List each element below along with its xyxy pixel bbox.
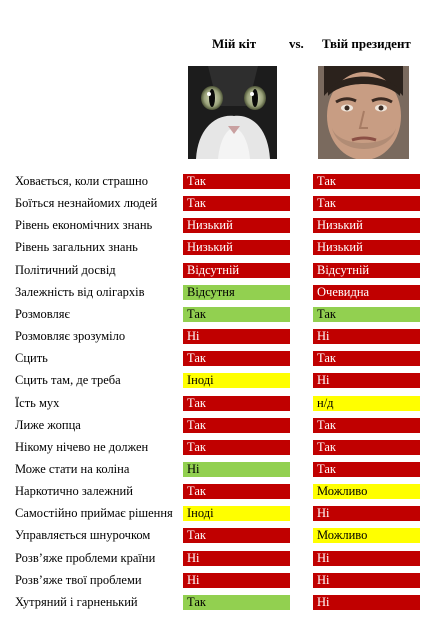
cat-value-cell: Ні [183, 462, 290, 477]
row-label: Розв’яже твої проблеми [15, 573, 142, 587]
row-label: Рівень економічних знань [15, 218, 153, 232]
cat-value-cell: Так [183, 484, 290, 499]
president-value-cell: н/д [313, 396, 420, 411]
row-label: Рівень загальних знань [15, 240, 138, 254]
cat-value-cell: Іноді [183, 506, 290, 521]
president-value-cell: Ні [313, 551, 420, 566]
cat-value-cell: Так [183, 440, 290, 455]
cat-value-cell: Так [183, 528, 290, 543]
cat-photo [188, 66, 277, 159]
header-vs: vs. [289, 36, 304, 51]
president-value-cell: Так [313, 440, 420, 455]
president-value-cell: Відсутній [313, 263, 420, 278]
row-label: Наркотично залежний [15, 484, 133, 498]
row-label: Їсть мух [15, 396, 60, 410]
header-right-title: Твій президент [322, 36, 411, 51]
row-label: Боїться незнайомих людей [15, 196, 158, 210]
cat-value-cell: Так [183, 595, 290, 610]
cat-value-cell: Так [183, 196, 290, 211]
president-value-cell: Так [313, 174, 420, 189]
president-value-cell: Так [313, 418, 420, 433]
row-label: Сцить там, де треба [15, 373, 121, 387]
row-label: Залежність від олігархів [15, 285, 145, 299]
president-value-cell: Так [313, 196, 420, 211]
cat-value-cell: Так [183, 307, 290, 322]
cat-value-cell: Так [183, 351, 290, 366]
row-label: Може стати на коліна [15, 462, 130, 476]
row-label: Політичний досвід [15, 263, 116, 277]
row-label: Нікому нічево не должен [15, 440, 149, 454]
header-left-title: Мій кіт [212, 36, 257, 51]
row-label: Лиже жопца [15, 418, 81, 432]
row-label: Ховається, коли страшно [15, 174, 148, 188]
president-value-cell: Ні [313, 506, 420, 521]
cat-value-cell: Іноді [183, 373, 290, 388]
president-value-cell: Низький [313, 240, 420, 255]
cat-value-cell: Низький [183, 218, 290, 233]
president-value-cell: Так [313, 307, 420, 322]
president-value-cell: Очевидна [313, 285, 420, 300]
cat-value-cell: Відсутній [183, 263, 290, 278]
row-label: Хутряний і гарненький [15, 595, 138, 609]
man-photo [318, 66, 409, 159]
row-label: Самостійно приймає рішення [15, 506, 173, 520]
row-label: Сцить [15, 351, 48, 365]
president-value-cell: Так [313, 351, 420, 366]
row-label: Розмовляє [15, 307, 70, 321]
cat-value-cell: Низький [183, 240, 290, 255]
president-value-cell: Ні [313, 373, 420, 388]
president-value-cell: Можливо [313, 484, 420, 499]
cat-value-cell: Ні [183, 573, 290, 588]
president-value-cell: Ні [313, 573, 420, 588]
cat-value-cell: Так [183, 174, 290, 189]
cat-value-cell: Ні [183, 551, 290, 566]
president-value-cell: Так [313, 462, 420, 477]
president-value-cell: Низький [313, 218, 420, 233]
row-label: Розв’яже проблеми країни [15, 551, 156, 565]
cat-value-cell: Так [183, 396, 290, 411]
president-value-cell: Ні [313, 595, 420, 610]
president-value-cell: Ні [313, 329, 420, 344]
president-value-cell: Можливо [313, 528, 420, 543]
cat-value-cell: Відсутня [183, 285, 290, 300]
cat-value-cell: Так [183, 418, 290, 433]
row-label: Розмовляє зрозуміло [15, 329, 126, 343]
cat-value-cell: Ні [183, 329, 290, 344]
row-label: Управляється шнурочком [15, 528, 151, 542]
